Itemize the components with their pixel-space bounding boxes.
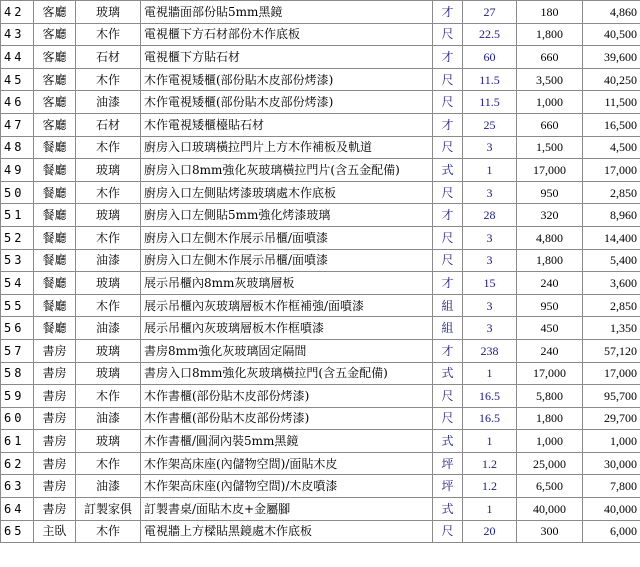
item-number: 43 [1,23,34,46]
item-description: 電視櫃下方石材部份木作底板 [141,23,433,46]
quantity-cell: 27 [463,1,517,24]
room-cell: 書房 [34,430,76,453]
work-type-cell: 木作 [76,181,141,204]
unit-cell: 組 [433,294,463,317]
quantity-cell: 28 [463,204,517,227]
item-number: 52 [1,226,34,249]
item-number: 58 [1,362,34,385]
subtotal-cell: 3,600 [583,272,640,295]
subtotal-cell: 8,960 [583,204,640,227]
unit-cell: 坪 [433,475,463,498]
table-row [1,136,640,159]
table-row [1,430,640,453]
subtotal-cell: 7,800 [583,475,640,498]
quantity-cell: 20 [463,520,517,543]
unit-cell: 式 [433,159,463,182]
work-type-cell: 玻璃 [76,1,141,24]
item-description: 廚房入口玻璃橫拉門片上方木作補板及軌道 [141,136,433,159]
item-number: 49 [1,159,34,182]
item-number: 61 [1,430,34,453]
item-description: 木作書櫃/圓洞內裝5mm黑鏡 [141,430,433,453]
unit-cell: 組 [433,317,463,340]
subtotal-cell: 2,850 [583,181,640,204]
unit-price-cell: 240 [517,272,583,295]
work-type-cell: 木作 [76,23,141,46]
table-row [1,272,640,295]
item-description: 木作電視矮櫃檯貼石材 [141,113,433,136]
item-number: 44 [1,46,34,69]
quantity-cell: 16.5 [463,407,517,430]
unit-cell: 坪 [433,452,463,475]
table-row [1,46,640,69]
subtotal-cell: 4,500 [583,136,640,159]
table-row [1,23,640,46]
work-type-cell: 玻璃 [76,362,141,385]
unit-price-cell: 1,000 [517,430,583,453]
table-row [1,339,640,362]
quantity-cell: 1 [463,498,517,521]
table-row [1,1,640,24]
item-number: 60 [1,407,34,430]
subtotal-cell: 1,000 [583,430,640,453]
unit-cell: 尺 [433,385,463,408]
quantity-cell: 3 [463,181,517,204]
item-description: 書房入口8mm強化灰玻璃橫拉門(含五金配備) [141,362,433,385]
unit-price-cell: 5,800 [517,385,583,408]
subtotal-cell: 17,000 [583,159,640,182]
room-cell: 客廳 [34,68,76,91]
work-type-cell: 木作 [76,294,141,317]
item-number: 57 [1,339,34,362]
room-cell: 書房 [34,452,76,475]
unit-cell: 尺 [433,249,463,272]
subtotal-cell: 57,120 [583,339,640,362]
work-type-cell: 木作 [76,226,141,249]
item-description: 廚房入口左側木作展示吊櫃/面噴漆 [141,226,433,249]
quantity-cell: 1 [463,430,517,453]
item-description: 木作電視矮櫃(部份貼木皮部份烤漆) [141,68,433,91]
unit-cell: 才 [433,1,463,24]
item-description: 書房8mm強化灰玻璃固定隔間 [141,339,433,362]
table-row [1,294,640,317]
item-description: 電視牆上方樑貼黑鏡處木作底板 [141,520,433,543]
work-type-cell: 玻璃 [76,272,141,295]
unit-price-cell: 40,000 [517,498,583,521]
unit-price-cell: 950 [517,181,583,204]
item-number: 42 [1,1,34,24]
subtotal-cell: 40,500 [583,23,640,46]
subtotal-cell: 29,700 [583,407,640,430]
unit-price-cell: 950 [517,294,583,317]
unit-price-cell: 1,000 [517,91,583,114]
unit-price-cell: 180 [517,1,583,24]
item-number: 63 [1,475,34,498]
item-number: 65 [1,520,34,543]
unit-cell: 尺 [433,23,463,46]
work-type-cell: 木作 [76,68,141,91]
unit-cell: 尺 [433,68,463,91]
unit-cell: 才 [433,339,463,362]
table-row [1,385,640,408]
item-description: 木作書櫃(部份貼木皮部份烤漆) [141,385,433,408]
room-cell: 餐廳 [34,136,76,159]
unit-price-cell: 300 [517,520,583,543]
work-type-cell: 訂製家俱 [76,498,141,521]
subtotal-cell: 6,000 [583,520,640,543]
unit-price-cell: 6,500 [517,475,583,498]
item-number: 64 [1,498,34,521]
subtotal-cell: 11,500 [583,91,640,114]
quantity-cell: 11.5 [463,91,517,114]
unit-price-cell: 1,800 [517,249,583,272]
quantity-cell: 3 [463,226,517,249]
room-cell: 主臥 [34,520,76,543]
table-row [1,249,640,272]
work-type-cell: 玻璃 [76,159,141,182]
item-number: 55 [1,294,34,317]
unit-price-cell: 660 [517,113,583,136]
item-number: 48 [1,136,34,159]
subtotal-cell: 2,850 [583,294,640,317]
work-type-cell: 油漆 [76,475,141,498]
item-description: 展示吊櫃內8mm灰玻璃層板 [141,272,433,295]
table-row [1,452,640,475]
room-cell: 書房 [34,385,76,408]
work-type-cell: 木作 [76,385,141,408]
unit-price-cell: 320 [517,204,583,227]
unit-price-cell: 3,500 [517,68,583,91]
room-cell: 客廳 [34,46,76,69]
item-description: 廚房入口左側木作展示吊櫃/面噴漆 [141,249,433,272]
work-type-cell: 木作 [76,136,141,159]
unit-cell: 尺 [433,226,463,249]
room-cell: 餐廳 [34,317,76,340]
quantity-cell: 11.5 [463,68,517,91]
item-description: 木作架高床座(內儲物空間)/木皮噴漆 [141,475,433,498]
unit-cell: 尺 [433,407,463,430]
unit-cell: 才 [433,46,463,69]
unit-cell: 式 [433,362,463,385]
room-cell: 餐廳 [34,159,76,182]
work-type-cell: 木作 [76,520,141,543]
item-description: 木作書櫃(部份貼木皮部份烤漆) [141,407,433,430]
table-row [1,520,640,543]
work-type-cell: 木作 [76,452,141,475]
table-row [1,113,640,136]
room-cell: 餐廳 [34,272,76,295]
room-cell: 客廳 [34,113,76,136]
item-number: 53 [1,249,34,272]
quantity-cell: 3 [463,136,517,159]
unit-cell: 才 [433,113,463,136]
subtotal-cell: 40,250 [583,68,640,91]
quantity-cell: 22.5 [463,23,517,46]
subtotal-cell: 39,600 [583,46,640,69]
subtotal-cell: 4,860 [583,1,640,24]
work-type-cell: 油漆 [76,91,141,114]
quantity-cell: 3 [463,294,517,317]
unit-price-cell: 25,000 [517,452,583,475]
quantity-cell: 16.5 [463,385,517,408]
unit-cell: 才 [433,272,463,295]
unit-cell: 式 [433,498,463,521]
quantity-cell: 1 [463,159,517,182]
table-row [1,159,640,182]
unit-price-cell: 1,800 [517,407,583,430]
unit-price-cell: 17,000 [517,362,583,385]
item-number: 54 [1,272,34,295]
unit-price-cell: 17,000 [517,159,583,182]
item-description: 展示吊櫃內灰玻璃層板木作框補強/面噴漆 [141,294,433,317]
table-row [1,407,640,430]
subtotal-cell: 14,400 [583,226,640,249]
table-row [1,204,640,227]
unit-price-cell: 660 [517,46,583,69]
work-type-cell: 玻璃 [76,430,141,453]
room-cell: 餐廳 [34,249,76,272]
quantity-cell: 238 [463,339,517,362]
work-type-cell: 油漆 [76,317,141,340]
item-description: 電視櫃下方貼石材 [141,46,433,69]
quantity-cell: 15 [463,272,517,295]
unit-price-cell: 450 [517,317,583,340]
room-cell: 書房 [34,498,76,521]
subtotal-cell: 30,000 [583,452,640,475]
room-cell: 書房 [34,362,76,385]
quantity-cell: 3 [463,249,517,272]
unit-price-cell: 240 [517,339,583,362]
table-row [1,181,640,204]
work-type-cell: 玻璃 [76,339,141,362]
item-description: 電視牆面部份貼5mm黑鏡 [141,1,433,24]
table-row [1,498,640,521]
item-description: 展示吊櫃內灰玻璃層板木作框噴漆 [141,317,433,340]
table-row [1,475,640,498]
room-cell: 餐廳 [34,226,76,249]
table-row [1,317,640,340]
work-type-cell: 石材 [76,113,141,136]
unit-price-cell: 4,800 [517,226,583,249]
room-cell: 書房 [34,407,76,430]
item-description: 木作架高床座(內儲物空間)/面貼木皮 [141,452,433,475]
work-type-cell: 石材 [76,46,141,69]
subtotal-cell: 1,350 [583,317,640,340]
item-description: 廚房入口8mm強化灰玻璃橫拉門片(含五金配備) [141,159,433,182]
unit-cell: 尺 [433,520,463,543]
item-description: 廚房入口左側貼5mm強化烤漆玻璃 [141,204,433,227]
unit-cell: 尺 [433,91,463,114]
item-number: 45 [1,68,34,91]
quantity-cell: 3 [463,317,517,340]
table-row [1,226,640,249]
item-description: 廚房入口左側貼烤漆玻璃處木作底板 [141,181,433,204]
subtotal-cell: 40,000 [583,498,640,521]
room-cell: 客廳 [34,1,76,24]
room-cell: 餐廳 [34,204,76,227]
unit-cell: 才 [433,204,463,227]
subtotal-cell: 16,500 [583,113,640,136]
item-number: 56 [1,317,34,340]
item-number: 47 [1,113,34,136]
subtotal-cell: 5,400 [583,249,640,272]
item-number: 62 [1,452,34,475]
item-description: 訂製書桌/面貼木皮+金屬腳 [141,498,433,521]
subtotal-cell: 95,700 [583,385,640,408]
unit-price-cell: 1,500 [517,136,583,159]
quantity-cell: 1.2 [463,452,517,475]
table-row [1,68,640,91]
quantity-cell: 1 [463,362,517,385]
table-row [1,362,640,385]
quantity-cell: 1.2 [463,475,517,498]
table-row [1,91,640,114]
subtotal-cell: 17,000 [583,362,640,385]
room-cell: 客廳 [34,91,76,114]
item-number: 46 [1,91,34,114]
unit-cell: 式 [433,430,463,453]
item-number: 50 [1,181,34,204]
room-cell: 餐廳 [34,294,76,317]
unit-cell: 尺 [433,136,463,159]
unit-price-cell: 1,800 [517,23,583,46]
item-number: 59 [1,385,34,408]
item-number: 51 [1,204,34,227]
room-cell: 書房 [34,475,76,498]
quantity-cell: 60 [463,46,517,69]
room-cell: 書房 [34,339,76,362]
work-type-cell: 油漆 [76,249,141,272]
item-description: 木作電視矮櫃(部份貼木皮部份烤漆) [141,91,433,114]
work-type-cell: 油漆 [76,407,141,430]
table-body [1,1,640,543]
quantity-cell: 25 [463,113,517,136]
work-type-cell: 玻璃 [76,204,141,227]
unit-cell: 尺 [433,181,463,204]
room-cell: 餐廳 [34,181,76,204]
room-cell: 客廳 [34,23,76,46]
